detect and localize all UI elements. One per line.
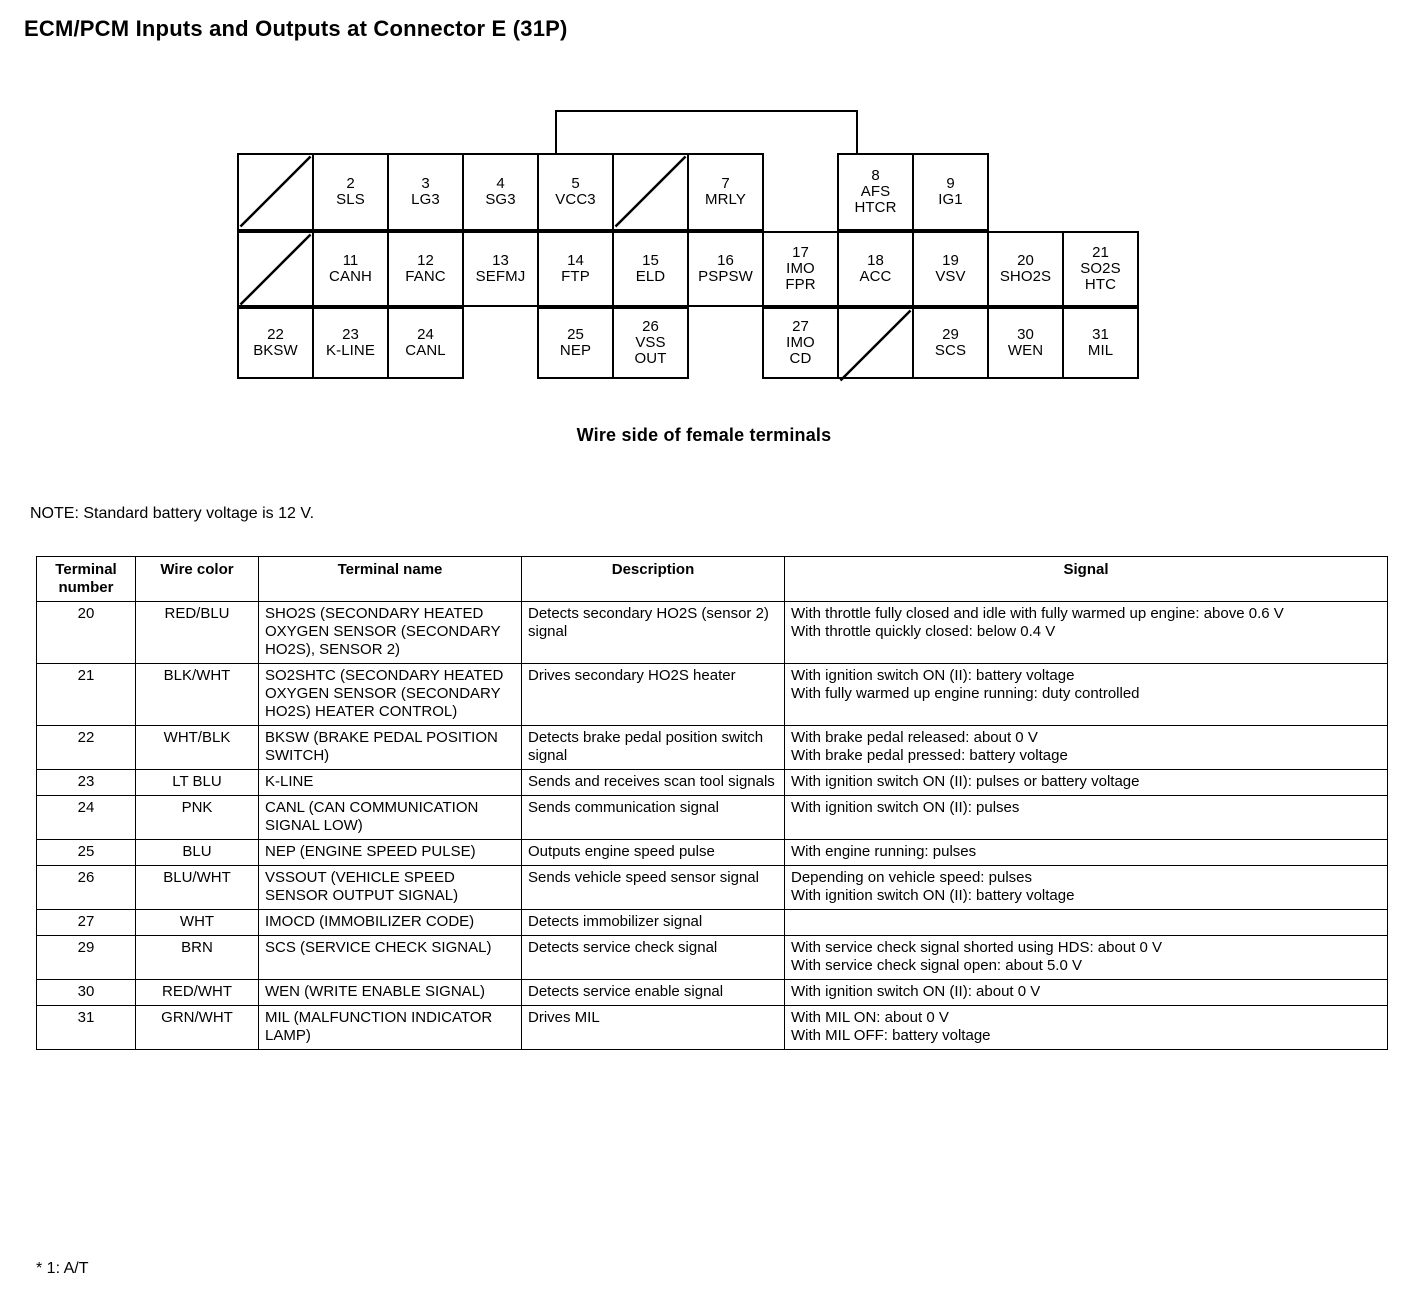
connector-pin-8: [837, 153, 914, 231]
cell-description: Detects secondary HO2S (sensor 2) signal: [522, 602, 785, 664]
pin-number: 11: [342, 252, 359, 270]
pin-number: 2: [346, 175, 355, 193]
connector-pin-19: [912, 231, 989, 307]
cell-description: Detects immobilizer signal: [522, 910, 785, 936]
pin-label: FTP: [561, 268, 590, 285]
pin-number: 30: [1017, 326, 1034, 344]
pin-label: SEFMJ: [475, 268, 526, 285]
connector-pin-13: [462, 231, 539, 307]
cell-terminal-number: 25: [37, 840, 136, 866]
pin-label: K-LINE: [326, 342, 375, 359]
connector-row-3: [237, 307, 1137, 379]
diagonal-slash-icon: [239, 155, 312, 228]
connector-pin-14: [537, 231, 614, 307]
table-row: [37, 1006, 1388, 1050]
pin-number: 20: [1017, 252, 1034, 270]
footnote: * 1: A/T: [36, 1260, 89, 1277]
connector-pin-9: [912, 153, 989, 231]
cell-terminal-name: K-LINE: [259, 770, 522, 796]
pin-number: 5: [571, 175, 580, 193]
connector-pin-blank: [612, 153, 689, 231]
cell-wire-color: LT BLU: [136, 770, 259, 796]
pin-label: NEP: [559, 342, 592, 359]
cell-signal: With throttle fully closed and idle with fully warmed up engine: above 0.6 V With throttle quickly closed: below 0.4 V: [785, 602, 1388, 664]
connector-pin-4: [462, 153, 539, 231]
pin-number: 13: [492, 252, 509, 270]
cell-terminal-number: 22: [37, 726, 136, 770]
connector-pin-22: [237, 307, 314, 379]
connector-pin-29: [912, 307, 989, 379]
pin-label: IMO CD: [786, 334, 815, 367]
pin-number: 8: [871, 167, 880, 185]
table-row: [37, 796, 1388, 840]
cell-wire-color: BLU: [136, 840, 259, 866]
cell-description: Detects brake pedal position switch signal: [522, 726, 785, 770]
pin-number: 21: [1092, 244, 1109, 262]
connector-pin-blank: [837, 307, 914, 379]
cell-terminal-number: 21: [37, 664, 136, 726]
cell-terminal-number: 26: [37, 866, 136, 910]
cell-terminal-name: BKSW (BRAKE PEDAL POSITION SWITCH): [259, 726, 522, 770]
pin-number: 3: [421, 175, 430, 193]
cell-wire-color: BLK/WHT: [136, 664, 259, 726]
header-terminal-number: Terminal number: [37, 557, 136, 602]
connector-pin-11: [312, 231, 389, 307]
pin-number: 16: [717, 252, 734, 270]
pin-label: ELD: [635, 268, 666, 285]
connector-pin-27: [762, 307, 839, 379]
pin-table: [36, 556, 1388, 1050]
pin-label: LG3: [411, 191, 440, 208]
cell-description: Sends vehicle speed sensor signal: [522, 866, 785, 910]
diagonal-slash-icon: [839, 309, 912, 382]
connector-pin-26: [612, 307, 689, 379]
cell-signal: With MIL ON: about 0 V With MIL OFF: battery voltage: [785, 1006, 1388, 1050]
cell-wire-color: WHT/BLK: [136, 726, 259, 770]
diagonal-slash-icon: [239, 233, 312, 306]
pin-table-header-row: [37, 557, 1388, 602]
pin-label: BKSW: [253, 342, 298, 359]
cell-signal: With ignition switch ON (II): battery voltage With fully warmed up engine running: duty controlled: [785, 664, 1388, 726]
cell-signal: Depending on vehicle speed: pulses With ignition switch ON (II): battery voltage: [785, 866, 1388, 910]
pin-label: SO2S HTC: [1080, 260, 1121, 293]
connector-pin-2: [312, 153, 389, 231]
pin-number: 7: [721, 175, 730, 193]
cell-description: Sends and receives scan tool signals: [522, 770, 785, 796]
connector-pin-5: [537, 153, 614, 231]
cell-terminal-name: VSSOUT (VEHICLE SPEED SENSOR OUTPUT SIGNAL): [259, 866, 522, 910]
table-row: [37, 936, 1388, 980]
cell-terminal-number: 23: [37, 770, 136, 796]
connector-pin-24: [387, 307, 464, 379]
pin-label: MIL: [1087, 342, 1114, 359]
pin-label: ACC: [859, 268, 892, 285]
connector-pin-30: [987, 307, 1064, 379]
pin-label: CANL: [405, 342, 446, 359]
pin-label: SCS: [934, 342, 967, 359]
cell-wire-color: WHT: [136, 910, 259, 936]
cell-terminal-name: NEP (ENGINE SPEED PULSE): [259, 840, 522, 866]
pin-label: VCC3: [555, 191, 596, 208]
cell-signal: With ignition switch ON (II): pulses or battery voltage: [785, 770, 1388, 796]
cell-terminal-number: 24: [37, 796, 136, 840]
cell-terminal-name: SCS (SERVICE CHECK SIGNAL): [259, 936, 522, 980]
pin-label: VSS OUT: [634, 334, 667, 367]
connector-pin-17: [762, 231, 839, 307]
connector-row-1: [237, 153, 987, 231]
cell-description: Drives MIL: [522, 1006, 785, 1050]
cell-wire-color: PNK: [136, 796, 259, 840]
pin-number: 23: [342, 326, 359, 344]
cell-signal: With ignition switch ON (II): pulses: [785, 796, 1388, 840]
pin-label: AFS HTCR: [854, 183, 897, 216]
cell-terminal-name: SO2SHTC (SECONDARY HEATED OXYGEN SENSOR (SECONDARY HO2S) HEATER CONTROL): [259, 664, 522, 726]
pin-number: 18: [867, 252, 884, 270]
cell-wire-color: BRN: [136, 936, 259, 980]
pin-label: VSV: [935, 268, 966, 285]
connector-pin-blank: [237, 153, 314, 231]
pin-label: IG1: [938, 191, 963, 208]
pin-number: 15: [642, 252, 659, 270]
table-row: [37, 664, 1388, 726]
connector-pin-3: [387, 153, 464, 231]
pin-number: 27: [792, 318, 809, 336]
header-signal: Signal: [785, 557, 1388, 602]
cell-wire-color: BLU/WHT: [136, 866, 259, 910]
table-row: [37, 770, 1388, 796]
connector-diagram: [237, 110, 1197, 385]
table-row: [37, 602, 1388, 664]
pin-number: 17: [792, 244, 809, 262]
cell-signal: With engine running: pulses: [785, 840, 1388, 866]
voltage-note: NOTE: Standard battery voltage is 12 V.: [30, 505, 315, 522]
pin-number: 29: [942, 326, 959, 344]
table-row: [37, 910, 1388, 936]
pin-label: FANC: [405, 268, 446, 285]
cell-description: Outputs engine speed pulse: [522, 840, 785, 866]
pin-label: WEN: [1007, 342, 1044, 359]
cell-terminal-name: IMOCD (IMMOBILIZER CODE): [259, 910, 522, 936]
connector-pin-blank: [237, 231, 314, 307]
connector-pin-20: [987, 231, 1064, 307]
pin-number: 12: [417, 252, 434, 270]
connector-pin-7: [687, 153, 764, 231]
pin-number: 22: [267, 326, 284, 344]
table-row: [37, 840, 1388, 866]
pin-label: CANH: [329, 268, 372, 285]
connector-tab: [555, 110, 858, 155]
cell-terminal-number: 31: [37, 1006, 136, 1050]
pin-table-body: [37, 602, 1388, 1050]
pin-number: 31: [1092, 326, 1109, 344]
cell-terminal-number: 29: [37, 936, 136, 980]
header-description: Description: [522, 557, 785, 602]
connector-pin-21: [1062, 231, 1139, 307]
connector-pin-15: [612, 231, 689, 307]
pin-number: 24: [417, 326, 434, 344]
cell-signal: [785, 910, 1388, 936]
pin-number: 9: [946, 175, 955, 193]
cell-wire-color: RED/BLU: [136, 602, 259, 664]
pin-label: SG3: [485, 191, 516, 208]
cell-wire-color: GRN/WHT: [136, 1006, 259, 1050]
pin-label: MRLY: [705, 191, 746, 208]
connector-spacer: [687, 307, 764, 379]
pin-number: 4: [496, 175, 505, 193]
cell-signal: With brake pedal released: about 0 V With brake pedal pressed: battery voltage: [785, 726, 1388, 770]
connector-pin-23: [312, 307, 389, 379]
pin-number: 26: [642, 318, 659, 336]
cell-terminal-name: SHO2S (SECONDARY HEATED OXYGEN SENSOR (SECONDARY HO2S), SENSOR 2): [259, 602, 522, 664]
pin-number: 19: [942, 252, 959, 270]
connector-pin-31: [1062, 307, 1139, 379]
cell-terminal-number: 30: [37, 980, 136, 1006]
connector-pin-25: [537, 307, 614, 379]
pin-label: SHO2S: [999, 268, 1052, 285]
cell-description: Drives secondary HO2S heater: [522, 664, 785, 726]
connector-pin-16: [687, 231, 764, 307]
cell-terminal-name: WEN (WRITE ENABLE SIGNAL): [259, 980, 522, 1006]
connector-pin-18: [837, 231, 914, 307]
header-terminal-name: Terminal name: [259, 557, 522, 602]
pin-number: 14: [567, 252, 584, 270]
pin-label: SLS: [336, 191, 365, 208]
cell-description: Detects service enable signal: [522, 980, 785, 1006]
diagram-caption: Wire side of female terminals: [576, 425, 832, 445]
cell-terminal-name: CANL (CAN COMMUNICATION SIGNAL LOW): [259, 796, 522, 840]
connector-spacer: [462, 307, 539, 379]
cell-description: Sends communication signal: [522, 796, 785, 840]
table-row: [37, 866, 1388, 910]
pin-number: 25: [567, 326, 584, 344]
pin-label: PSPSW: [698, 268, 753, 285]
pin-table-head: [37, 557, 1388, 602]
cell-wire-color: RED/WHT: [136, 980, 259, 1006]
cell-signal: With service check signal shorted using HDS: about 0 V With service check signal open: about 5.0 V: [785, 936, 1388, 980]
connector-row-2: [237, 231, 1137, 307]
diagonal-slash-icon: [614, 155, 687, 228]
cell-terminal-name: MIL (MALFUNCTION INDICATOR LAMP): [259, 1006, 522, 1050]
table-row: [37, 980, 1388, 1006]
pin-label: IMO FPR: [785, 260, 816, 293]
cell-terminal-number: 20: [37, 602, 136, 664]
cell-terminal-number: 27: [37, 910, 136, 936]
cell-description: Detects service check signal: [522, 936, 785, 980]
connector-pin-12: [387, 231, 464, 307]
table-row: [37, 726, 1388, 770]
header-wire-color: Wire color: [136, 557, 259, 602]
page-title: ECM/PCM Inputs and Outputs at Connector E (31P): [24, 16, 568, 41]
cell-signal: With ignition switch ON (II): about 0 V: [785, 980, 1388, 1006]
connector-spacer: [762, 153, 839, 231]
